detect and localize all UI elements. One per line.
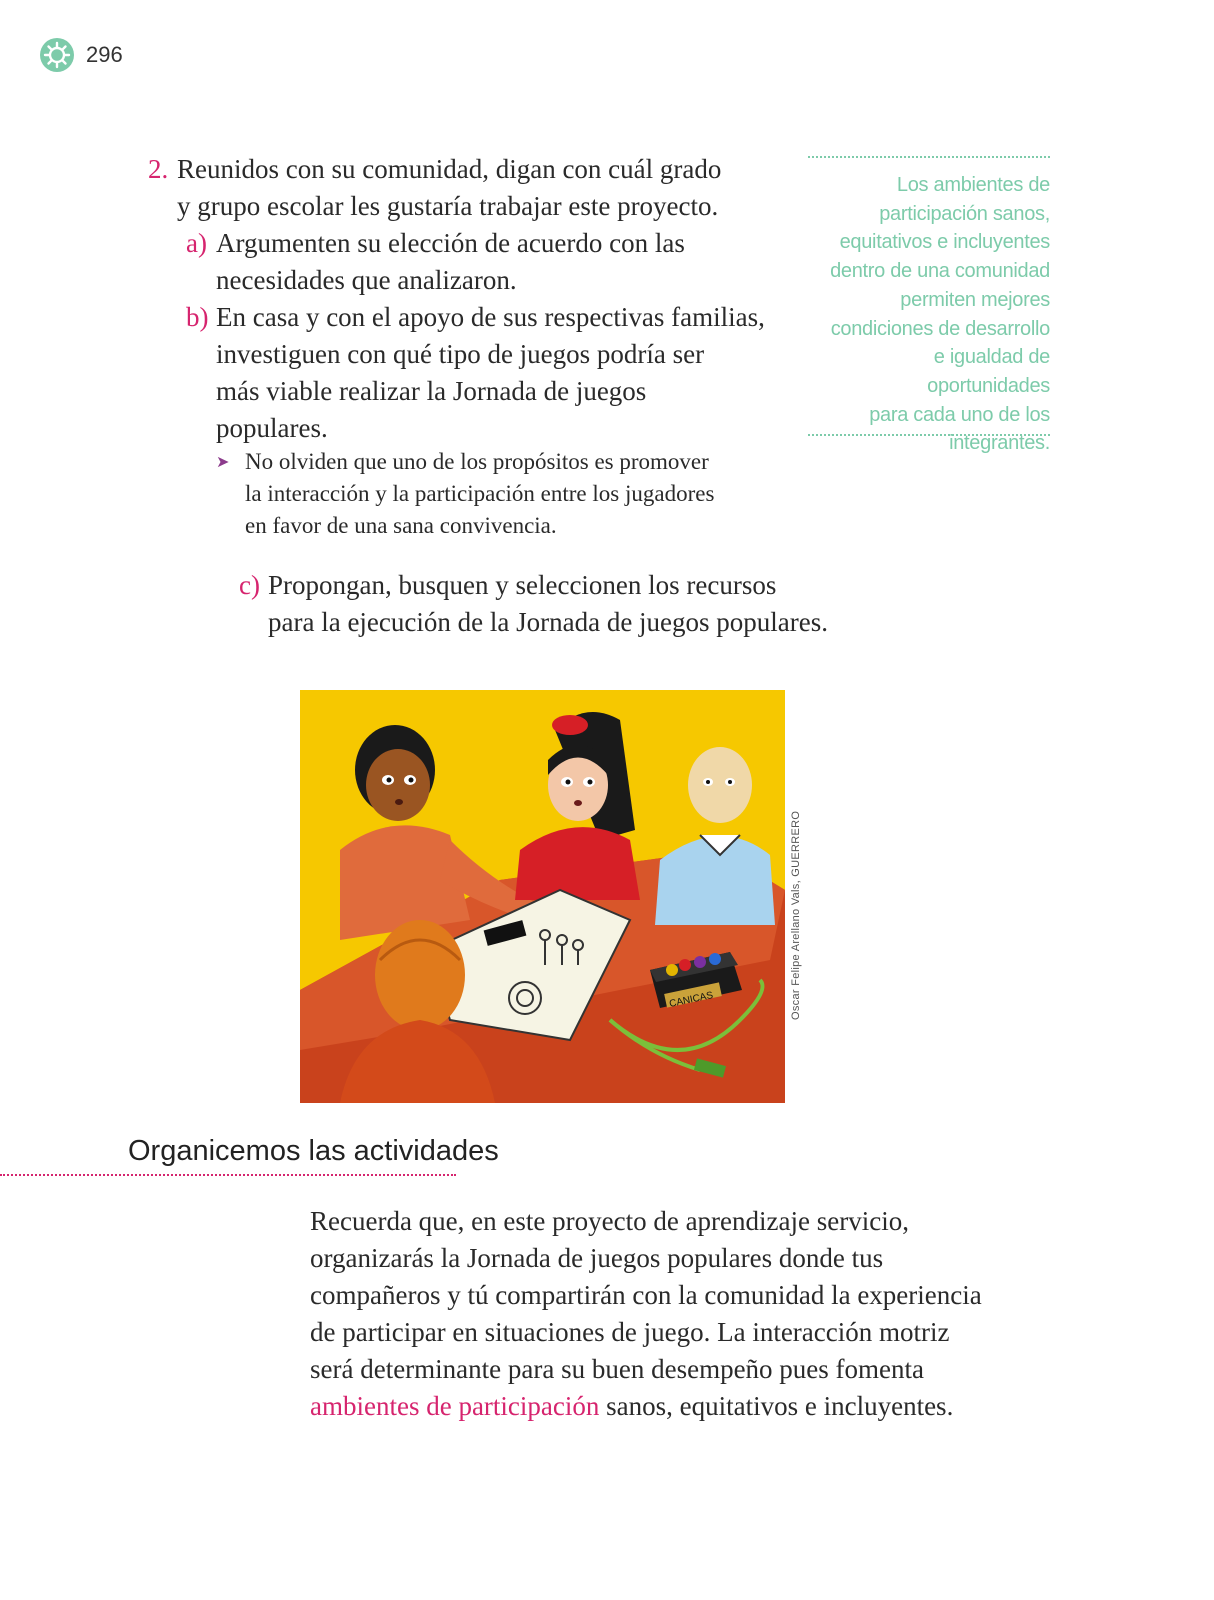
paragraph-line: Recuerda que, en este proyecto de aprendizaje servicio, bbox=[310, 1206, 909, 1236]
page-number: 296 bbox=[86, 42, 123, 67]
activity-line-1: Reunidos con su comunidad, digan con cuál grado bbox=[177, 154, 722, 184]
gear-flower-icon bbox=[40, 38, 74, 72]
item-a-line-2: necesidades que analizaron. bbox=[216, 265, 517, 295]
sidebar-line: para cada uno de los bbox=[869, 403, 1050, 426]
sidebar-rule-bottom bbox=[808, 434, 1050, 436]
item-b-line-2: investiguen con qué tipo de juegos podría ser bbox=[216, 339, 705, 369]
paragraph-line: organizarás la Jornada de juegos populares donde tus bbox=[310, 1243, 884, 1273]
paragraph-line bbox=[310, 1388, 990, 1425]
sidebar-note bbox=[808, 171, 1050, 458]
sidebar-line: permiten mejores bbox=[900, 288, 1050, 311]
page-badge bbox=[40, 38, 74, 72]
section-rule bbox=[0, 1174, 456, 1176]
sidebar-line: condiciones de desarrollo bbox=[830, 317, 1050, 340]
sidebar-rule-top bbox=[808, 156, 1050, 158]
sidebar-line: equitativos e incluyentes bbox=[839, 231, 1050, 254]
sidebar-line: e igualdad de oportunidades bbox=[927, 346, 1050, 397]
section-heading: Organicemos las actividades bbox=[128, 1135, 499, 1167]
activity-number bbox=[148, 151, 168, 188]
illustration-credit: Oscar Felipe Arellano Vals, GUERRERO bbox=[790, 810, 802, 1020]
note-line-3: en favor de una sana convivencia. bbox=[245, 513, 557, 538]
sidebar-line: dentro de una comunidad bbox=[830, 260, 1050, 283]
item-c-line-1: Propongan, busquen y seleccionen los recursos bbox=[268, 570, 777, 600]
canicas-label: CANICAS bbox=[668, 989, 715, 1010]
item-a-marker: a) bbox=[186, 228, 207, 258]
note-line-1: No olviden que uno de los propósitos es promover bbox=[245, 449, 709, 474]
paragraph-line-end: sanos, equitativos e incluyentes. bbox=[599, 1391, 954, 1421]
activity-number-label: 2. bbox=[148, 154, 169, 184]
children-planning-illustration bbox=[300, 690, 785, 1103]
item-c-marker: c) bbox=[239, 570, 260, 600]
body-paragraph bbox=[310, 1203, 990, 1425]
sidebar-line: participación sanos, bbox=[879, 202, 1050, 225]
item-b-marker: b) bbox=[186, 302, 209, 332]
paragraph-line: compañeros y tú compartirán con la comunidad la experiencia bbox=[310, 1280, 982, 1310]
activity-line-2: y grupo escolar les gustaría trabajar este proyecto. bbox=[177, 191, 719, 221]
item-c-line-2: para la ejecución de la Jornada de juegos populares. bbox=[268, 607, 829, 637]
paragraph-line: será determinante para su buen desempeño pues fomenta bbox=[310, 1354, 925, 1384]
sidebar-line: Los ambientes de bbox=[896, 174, 1050, 196]
item-b-line-4: populares. bbox=[216, 413, 328, 443]
highlighted-term: ambientes de participación bbox=[310, 1391, 600, 1421]
triangle-bullet-icon: ➤ bbox=[216, 452, 230, 471]
item-b-line-3: más viable realizar la Jornada de juegos bbox=[216, 376, 647, 406]
paragraph-line: de participar en situaciones de juego. La interacción motriz bbox=[310, 1317, 950, 1347]
item-b-line-1: En casa y con el apoyo de sus respectivas familias, bbox=[216, 302, 765, 332]
item-a-line-1: Argumenten su elección de acuerdo con las bbox=[216, 228, 685, 258]
note-line-2: la interacción y la participación entre los jugadores bbox=[245, 481, 715, 506]
sidebar-line: integrantes. bbox=[949, 432, 1050, 455]
